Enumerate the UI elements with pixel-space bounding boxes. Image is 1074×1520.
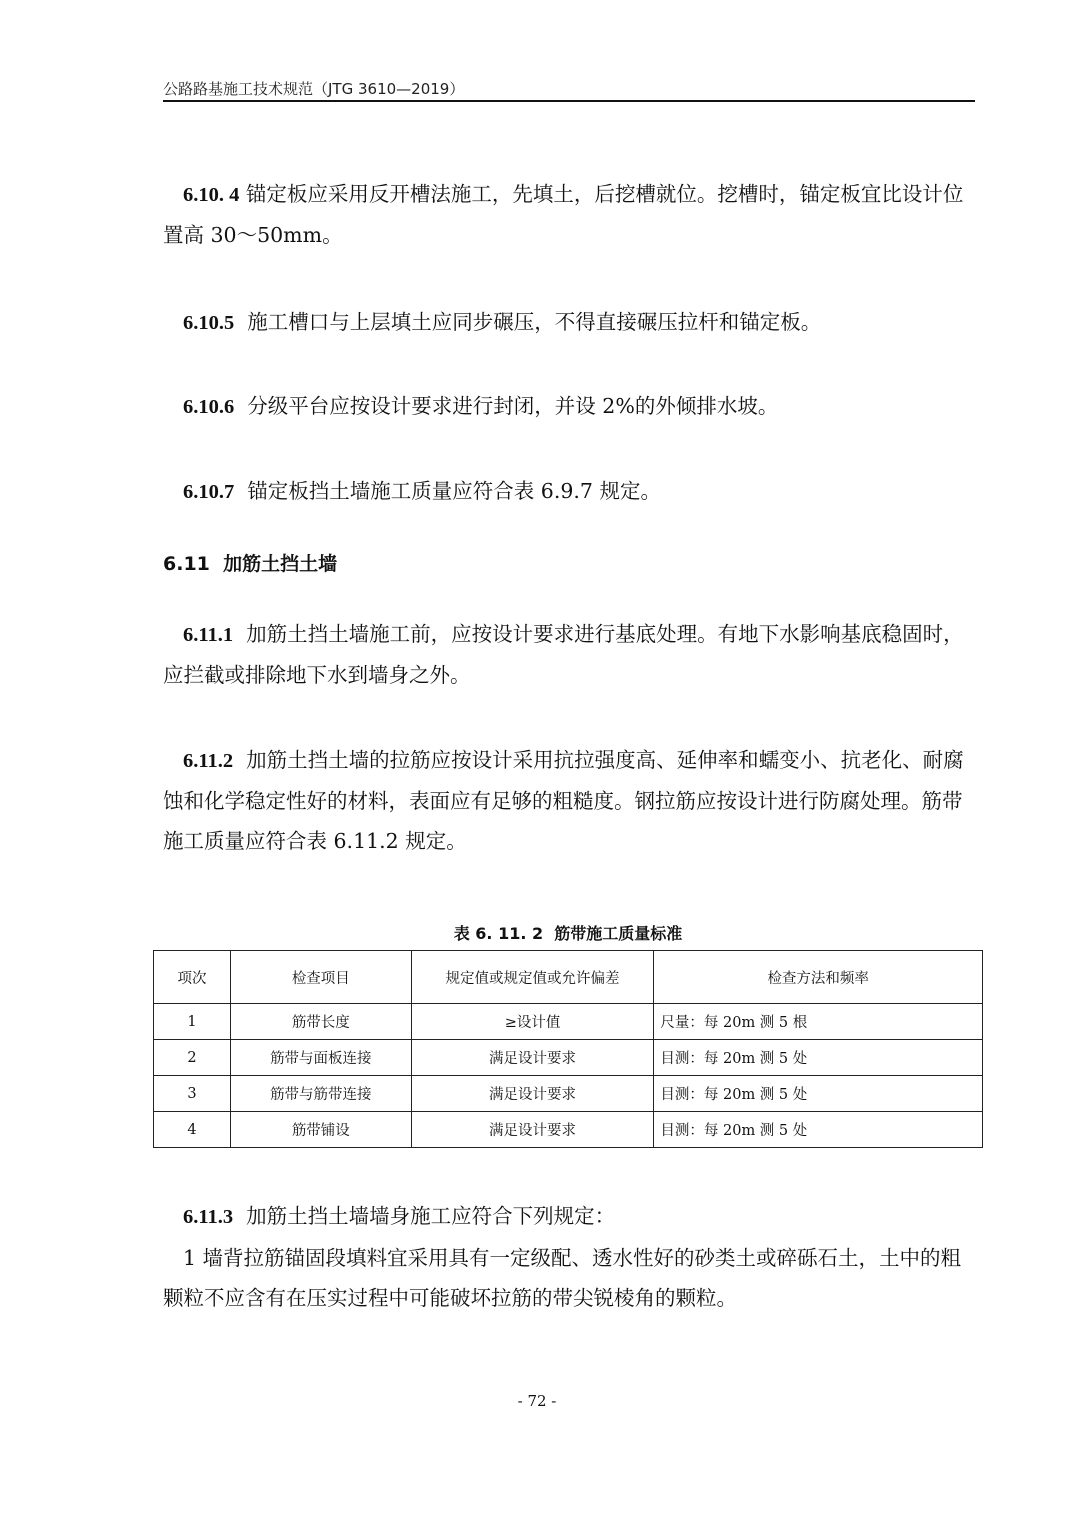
table-cell: 3 xyxy=(154,1076,231,1112)
clause-number: 6.10.6 xyxy=(183,396,235,418)
clause-number: 6.11.1 xyxy=(183,624,234,646)
table-row xyxy=(154,1040,983,1076)
table-cell: 筋带铺设 xyxy=(230,1112,411,1148)
clause-number: 6.10.5 xyxy=(183,312,235,334)
table-cell: 目测：每 20m 测 5 处 xyxy=(654,1112,983,1148)
table-header-row xyxy=(154,951,983,1004)
table-cell: 目测：每 20m 测 5 处 xyxy=(654,1040,983,1076)
clause-item-1 xyxy=(163,1238,975,1318)
table-row xyxy=(154,1112,983,1148)
clause-number: 6.11.3 xyxy=(183,1206,234,1228)
table-caption: 表 6. 11. 2 筋带施工质量标准 xyxy=(453,924,683,943)
table-cell: 满足设计要求 xyxy=(411,1076,654,1112)
table-cell: 筋带与面板连接 xyxy=(230,1040,411,1076)
running-header: 公路路基施工技术规范（JTG 3610—2019） xyxy=(163,80,465,98)
clause-6-11-2 xyxy=(163,740,975,861)
clause-text: 加筋土挡土墙施工前，应按设计要求进行基底处理。有地下水影响基底稳固时，应拦截或排除地下水到墙身之外。 xyxy=(163,622,964,687)
table-cell: 4 xyxy=(154,1112,231,1148)
clause-6-10-4 xyxy=(163,174,975,255)
table-cell: ≥设计值 xyxy=(411,1004,654,1040)
header-cell: 规定值或规定值或允许偏差 xyxy=(411,951,654,1004)
clause-6-11-1 xyxy=(163,614,975,695)
clause-6-10-6 xyxy=(163,386,975,427)
table-row xyxy=(154,1076,983,1112)
table-cell: 尺量：每 20m 测 5 根 xyxy=(654,1004,983,1040)
header-cell: 项次 xyxy=(154,951,231,1004)
table-cell: 2 xyxy=(154,1040,231,1076)
header-cell: 检查项目 xyxy=(230,951,411,1004)
section-heading: 6.11 加筋土挡土墙 xyxy=(163,553,338,575)
quality-table xyxy=(153,950,983,1148)
clause-6-11-3 xyxy=(163,1196,975,1237)
table-cell: 筋带长度 xyxy=(230,1004,411,1040)
table-cell: 目测：每 20m 测 5 处 xyxy=(654,1076,983,1112)
clause-number: 6.10. 4 xyxy=(183,184,240,206)
clause-number: 6.10.7 xyxy=(183,481,235,503)
clause-text: 施工槽口与上层填土应同步碾压，不得直接碾压拉杆和锚定板。 xyxy=(247,310,822,334)
item-text: 1 墙背拉筋锚固段填料宜采用具有一定级配、透水性好的砂类土或碎砾石土，土中的粗颗粒不应含有在压实过程中可能破坏拉筋的带尖锐棱角的颗粒。 xyxy=(163,1246,962,1310)
clause-text: 分级平台应按设计要求进行封闭，并设 2%的外倾排水坡。 xyxy=(247,394,779,418)
table-cell: 满足设计要求 xyxy=(411,1040,654,1076)
table-cell: 筋带与筋带连接 xyxy=(230,1076,411,1112)
table-row xyxy=(154,1004,983,1040)
page-number: - 72 - xyxy=(517,1392,557,1410)
table-cell: 1 xyxy=(154,1004,231,1040)
table-cell: 满足设计要求 xyxy=(411,1112,654,1148)
clause-text: 加筋土挡土墙墙身施工应符合下列规定： xyxy=(246,1204,616,1228)
header-rule xyxy=(163,100,975,102)
clause-text: 锚定板挡土墙施工质量应符合表 6.9.7 规定。 xyxy=(247,479,661,503)
clause-6-10-7 xyxy=(163,471,975,512)
header-cell: 检查方法和频率 xyxy=(654,951,983,1004)
clause-text: 加筋土挡土墙的拉筋应按设计采用抗拉强度高、延伸率和蠕变小、抗老化、耐腐蚀和化学稳定性好的材料，表面应有足够的粗糙度。钢拉筋应按设计进行防腐处理。筋带施工质量应符合表 6.11.2 规定。 xyxy=(163,748,964,853)
clause-number: 6.11.2 xyxy=(183,750,234,772)
clause-text: 锚定板应采用反开槽法施工，先填土，后挖槽就位。挖槽时，锚定板宜比设计位置高 30～50mm。 xyxy=(163,182,964,247)
clause-6-10-5 xyxy=(163,302,975,343)
